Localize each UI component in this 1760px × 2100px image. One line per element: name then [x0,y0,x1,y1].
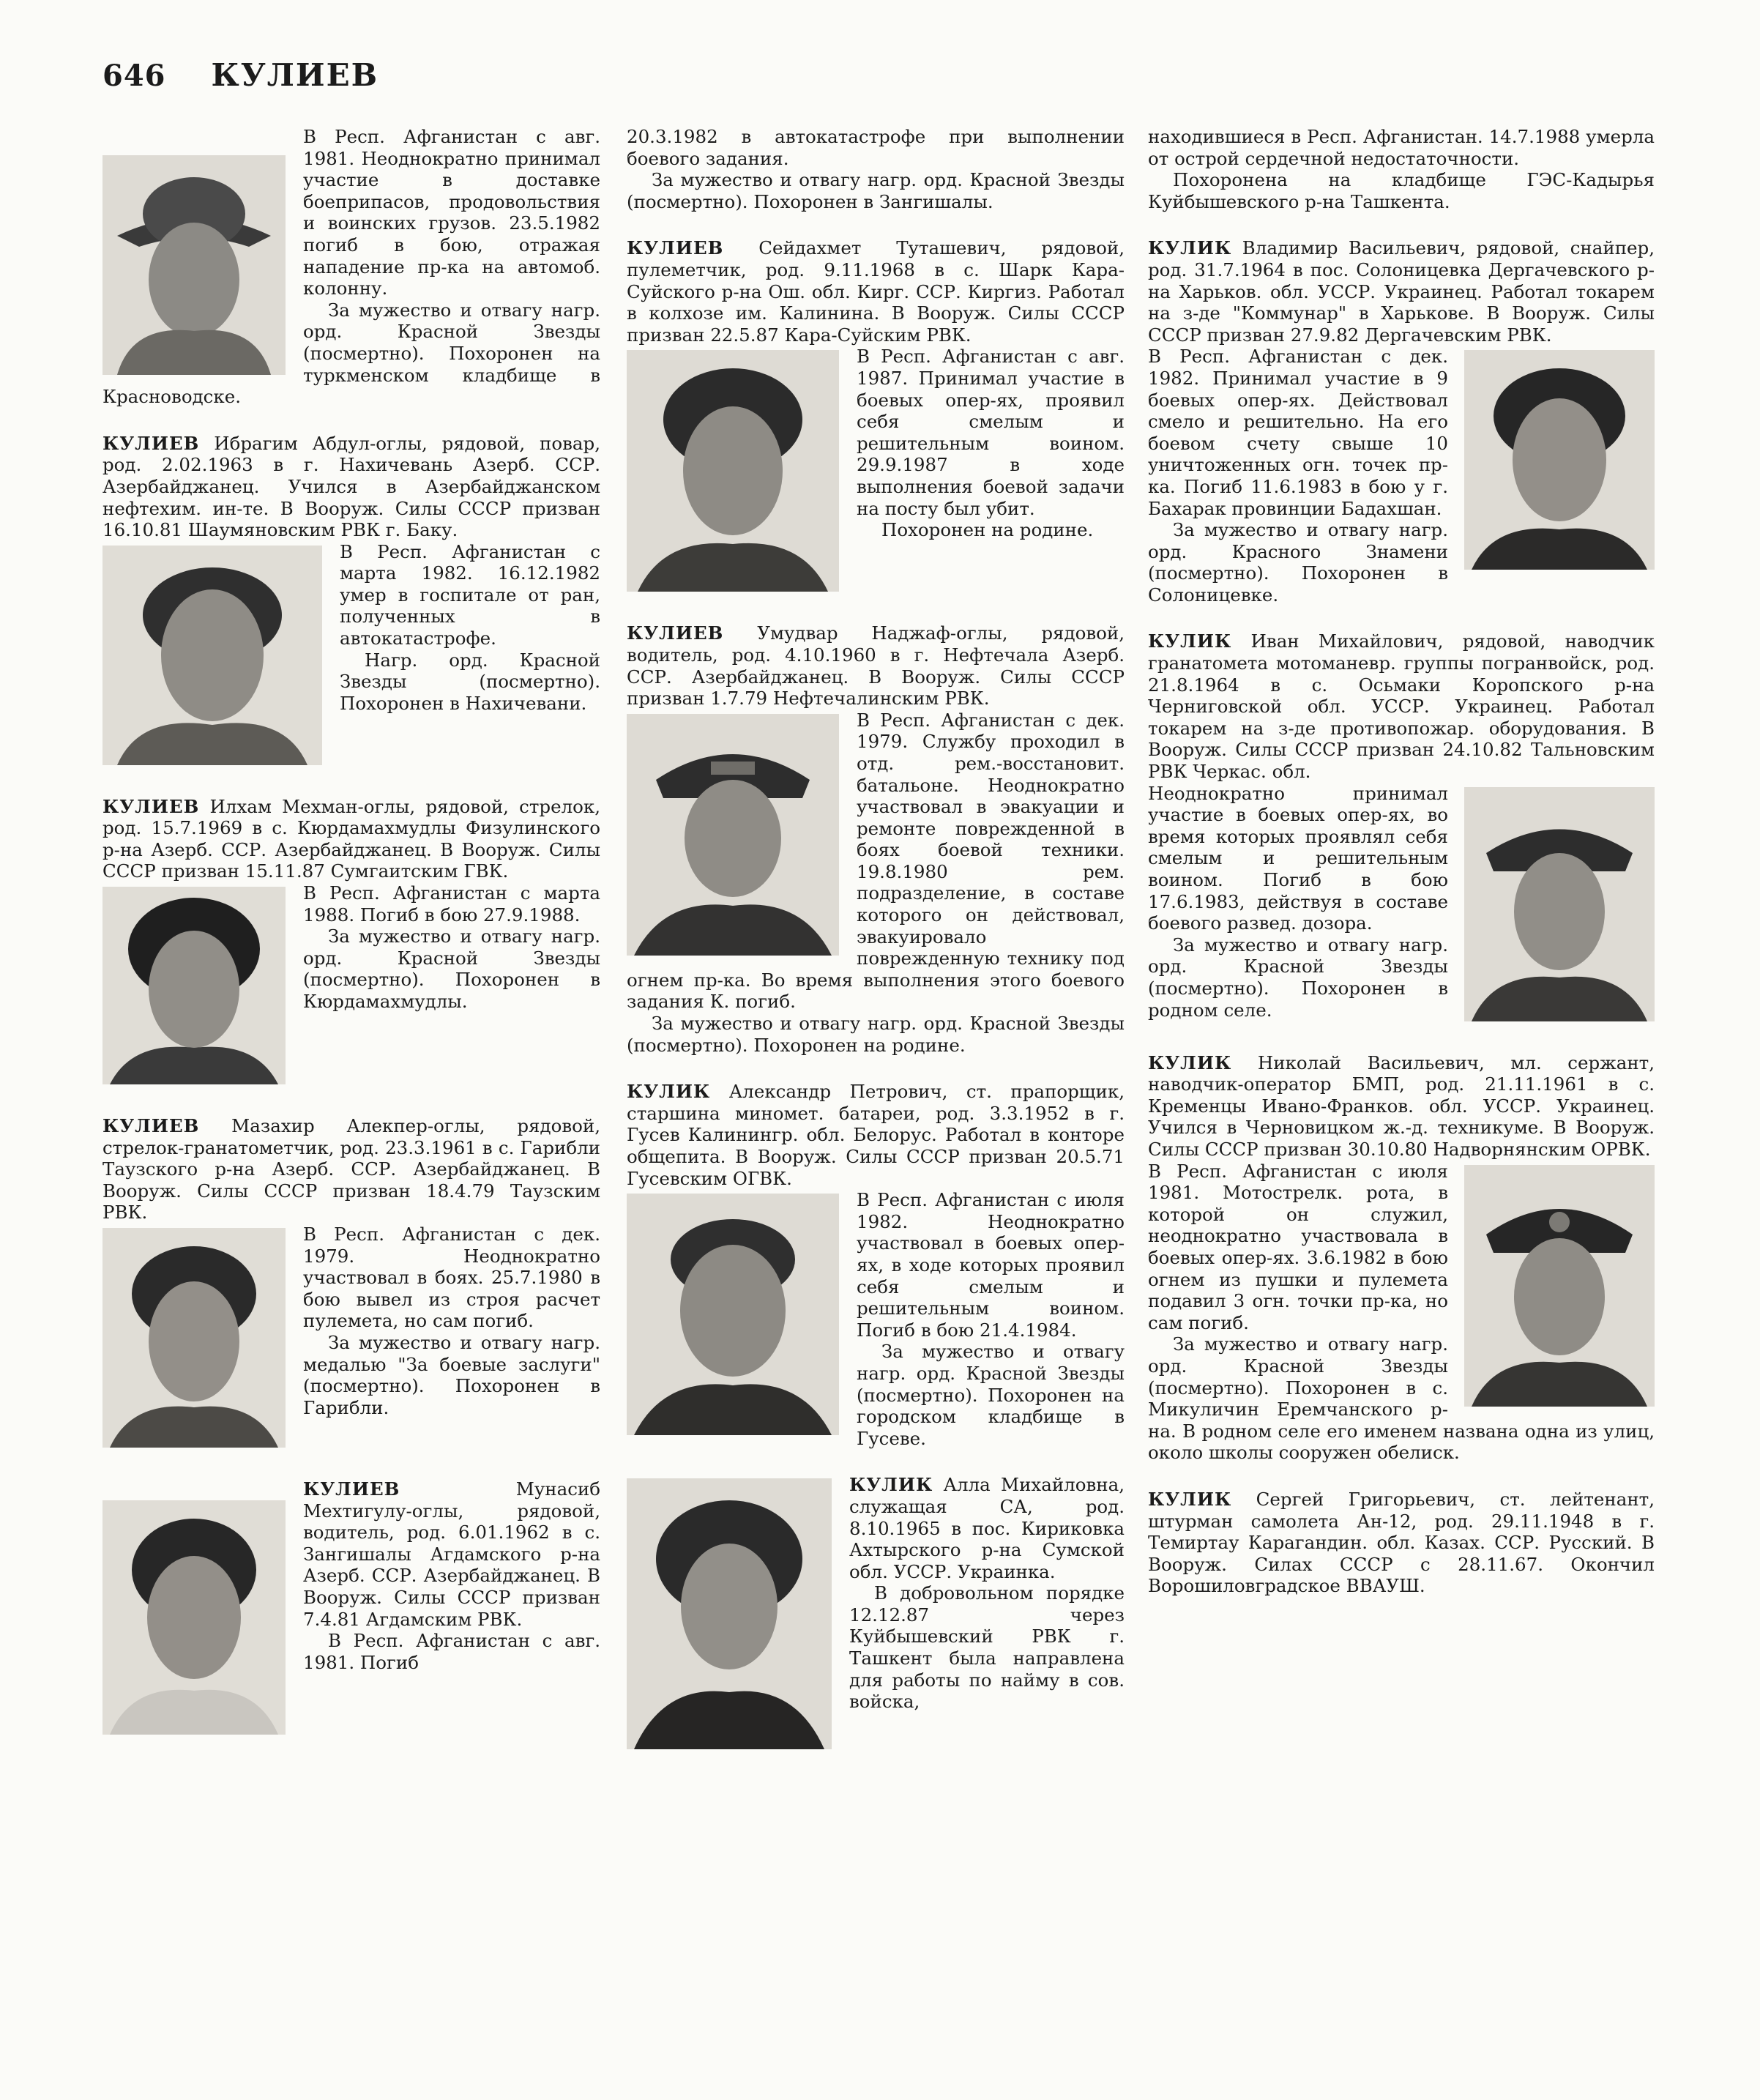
entry-text: Умудвар Наджаф-оглы, рядовой, водитель, род. 4.10.1960 в г. Нефтечала Азерб. ССР. Азербайджанец. В Вооруж. Силы СССР призван 1.7.79 Нефтечалинским РВК. [627,622,1125,710]
entry-continuation [102,126,600,408]
entry-kulik-sergey [1148,1489,1655,1597]
entry-kulik-alla [627,1474,1125,1755]
portrait-photo [102,546,322,765]
entry-text: В добровольном порядке 12.12.87 через Куйбышевский РВК г. Ташкент была направлена для работы по найму в сов. войска, [849,1582,1125,1713]
column-2 [627,126,1125,1780]
entry-kuliev-umudvar [627,622,1125,1056]
entry-text: Ибрагим Абдул-оглы, рядовой, повар, род. 2.02.1963 в г. Нахичевань Азерб. ССР. Азербайджанец. Учился в Азербайджанском нефтехим. ин-те. В Вооруж. Силы СССР призван 16.10.81 Шаумяновским РВК г. Баку. [102,432,600,541]
entry-text: За мужество и отвагу нагр. орд. Красной Звезды (посмертно). Похоронен на родине. [627,1013,1125,1056]
entry-name: КУЛИЕВ [102,795,200,817]
entry-name: КУЛИЕВ [102,1115,200,1137]
column-3 [1148,126,1655,1622]
entry-text: Похоронен на родине. [881,519,1094,541]
entry-name: КУЛИЕВ [627,237,724,259]
portrait-photo [627,1194,839,1435]
entry-text: Похоронена на кладбище ГЭС-Кадырья Куйбышевского р-на Ташкента. [1148,169,1655,212]
entry-text: Сергей Григорьевич, ст. лейтенант, штурман самолета Ан-12, род. 29.11.1948 в г. Темиртау Карагандин. обл. Казах. ССР. Русский. В Вооруж. Силах СССР с 28.11.67. Окончил Ворошиловградское ВВАУШ. [1148,1488,1655,1597]
entry-name: КУЛИК [627,1081,711,1103]
entry-text: находившиеся в Респ. Афганистан. 14.7.1988 умерла от острой сердечной недостаточности. [1148,126,1655,169]
entry-kulik-vladimir [1148,237,1655,606]
entry-text: За мужество и отвагу нагр. орд. Красной Звезды (посмертно). Похоронен на туркменском кладбище в Красноводске. [102,299,600,408]
column-1 [102,126,600,1765]
entry-name: КУЛИК [849,1474,933,1496]
entry-text: За мужество и отвагу нагр. орд. Красной Звезды (посмертно). Похоронен в с. Микуличин Еремчанского р-на. В родном селе его именем названа одна из улиц, около школы сооружен обелиск. [1148,1333,1655,1464]
entry-text: Алла Михайловна, служащая СА, род. 8.10.1965 в пос. Кириковка Ахтырского р-на Сумской обл. УССР. Украинка. [849,1474,1125,1582]
entry-text: В Респ. Афганистан с дек. 1982. Принимал участие в 9 боевых опер-ях. Действовал смело и решительно. На его боевом счету свыше 10 уничтоженных огн. точек пр-ка. Погиб 11.6.1983 в бою у г. Бахарак провинции Бадахшан. [1148,346,1448,519]
portrait-photo [627,350,839,592]
entry-text: В Респ. Афганистан с авг. 1987. Принимал участие в боевых опер-ях, проявил себя смелым и решительным воином. 29.9.1987 в ходе выполнения боевой задачи на посту был убит. [857,346,1125,519]
entry-text: В Респ. Афганистан с марта 1982. 16.12.1982 умер в госпитале от ран, полученных в автокатастрофе. [340,540,600,649]
portrait-photo [102,1228,286,1448]
portrait-photo [1464,1165,1655,1407]
portrait-photo [102,155,286,375]
entry-kuliev-munasib [102,1478,600,1740]
portrait-photo [1464,787,1655,1021]
entry-text: В Респ. Афганистан с июля 1982. Неоднократно участвовал в боевых опер-ях, в ходе которых проявил себя смелым и решительным воином. Погиб в бою 21.4.1984. [857,1189,1125,1341]
entry-kulik-aleksandr [627,1081,1125,1449]
entry-text: Николай Васильевич, мл. сержант, наводчик-оператор БМП, род. 21.11.1961 в с. Кременцы Ивано-Франков. обл. УССР. Украинец. Учился в Черновицком ж.-д. техникуме. В Вооруж. Силы СССР призван 30.10.80 Надворнянским ОРВК. [1148,1051,1655,1160]
portrait-photo [1464,350,1655,570]
portrait-photo [627,714,839,956]
entry-kulik-ivan [1148,630,1655,1027]
entry-name: КУЛИК [1148,630,1232,652]
entry-text: В Респ. Афганистан с дек. 1979. Службу проходил в отд. рем.-восстановит. батальоне. Неоднократно участвовал в эвакуации и ремонте поврежденной в боях боевой техники. 19.8.1980 рем. подразделение, в составе которого он действовал, эвакуировало поврежденную технику под огнем пр-ка. Во время выполнения этого боевого задания К. погиб. [627,709,1125,1013]
entry-text: За мужество и отвагу нагр. орд. Красной Звезды (посмертно). Похоронен в Кюрдамахмудлы. [303,926,600,1013]
entry-name: КУЛИК [1148,1051,1232,1073]
entry-text: В Респ. Афганистан с дек. 1979. Неоднократно участвовал в боях. 25.7.1980 в бою вывел из строя расчет пулемета, но сам погиб. [303,1224,600,1332]
entry-text: Мазахир Алекпер-оглы, рядовой, стрелок-гранатометчик, род. 23.3.1961 в с. Гарибли Таузского р-на Азерб. ССР. Азербайджанец. В Вооруж. Силы СССР призван 18.4.79 Таузским РВК. [102,1115,600,1224]
entry-text: За мужество и отвагу нагр. орд. Красной Звезды (посмертно). Похоронен в родном селе. [1148,934,1448,1021]
entry-text: Владимир Васильевич, рядовой, снайпер, род. 31.7.1964 в пос. Солоницевка Дергачевского р-на Харьков. обл. УССР. Украинец. Работал токарем на з-де "Коммунар" в Харькове. В Вооруж. Силы СССР призван 27.9.82 Дергачевским РВК. [1148,237,1655,346]
running-head: КУЛИЕВ [211,57,379,93]
entry-text: За мужество и отвагу нагр. орд. Красного Знамени (посмертно). Похоронен в Солоницевке. [1148,519,1448,606]
entry-text: Иван Михайлович, рядовой, наводчик гранатомета мотоманевр. группы погранвойск, род. 21.8.1964 в с. Осьмаки Коропского р-на Черниговской обл. УССР. Украинец. Работал токарем на з-де противопожар. оборудования. В Вооруж. Силы СССР призван 24.10.82 Тальновским РВК Черкас. обл. [1148,630,1655,783]
entry-text: Сейдахмет Туташевич, рядовой, пулеметчик, род. 9.11.1968 в с. Шарк Кара-Суйского р-на Ош. обл. Кирг. ССР. Киргиз. Работал в колхозе им. Калинина. В Вооруж. Силы СССР призван 22.5.87 Кара-Суйским РВК. [627,237,1125,346]
entry-text: Нагр. орд. Красной Звезды (посмертно). Похоронен в Нахичевани. [340,649,600,714]
portrait-photo [102,887,286,1084]
portrait-photo [102,1500,286,1735]
entry-text: За мужество и отвагу нагр. орд. Красной Звезды (посмертно). Похоронен в Зангишалы. [627,169,1125,212]
entry-text: За мужество и отвагу нагр. орд. Красной Звезды (посмертно). Похоронен на городском кладбище в Гусеве. [857,1341,1125,1449]
entry-text: В Респ. Афганистан с авг. 1981. Неоднократно принимал участие в доставке боеприпасов, продовольствия и воинских грузов. 23.5.1982 погиб в бою, отражая нападение пр-ка на автомоб. колонну. [303,126,600,299]
entry-name: КУЛИЕВ [627,622,724,644]
page-header [102,57,379,93]
entry-name: КУЛИК [1148,237,1232,259]
entry-text: В Респ. Афганистан с июля 1981. Мотострелк. рота, в которой он служил, неоднократно участвовала в боевых опер-ях. 3.6.1982 в бою огнем из пушки и пулемета подавил 3 огн. точки пр-ка, но сам погиб. [1148,1160,1448,1333]
portrait-photo [627,1478,832,1749]
entry-name: КУЛИК [1148,1488,1232,1510]
entry-name: КУЛИЕВ [102,432,200,454]
entry-name: КУЛИЕВ [303,1478,400,1500]
entry-text: Александр Петрович, ст. прапорщик, старшина миномет. батареи, род. 3.3.1952 в г. Гусев Калинингр. обл. Белорус. Работал в конторе общепита. В Вооруж. Силы СССР призван 20.5.71 Гусевским ОГВК. [627,1081,1125,1189]
entry-text: Мунасиб Мехтигулу-оглы, рядовой, водитель, род. 6.01.1962 в с. Зангишалы Агдамского р-на Азерб. ССР. Азербайджанец. В Вооруж. Силы СССР призван 7.4.81 Агдамским РВК. [303,1478,600,1630]
entry-text: В Респ. Афганистан с авг. 1981. Погиб [303,1630,600,1673]
entry-kuliev-ilkham [102,796,600,1090]
entry-kulik-nikolay [1148,1052,1655,1464]
entry-continuation [627,126,1125,212]
entry-text: 20.3.1982 в автокатастрофе при выполнении боевого задания. [627,126,1125,169]
entry-kuliev-mazakhir [102,1115,600,1453]
entry-text: За мужество и отвагу нагр. медалью "За боевые заслуги" (посмертно). Похоронен в Гарибли. [303,1332,600,1418]
entry-continuation [1148,126,1655,212]
page-number: 646 [102,59,166,93]
entry-text: Илхам Мехман-оглы, рядовой, стрелок, род. 15.7.1969 в с. Кюрдамахмудлы Физулинского р-на Азерб. ССР. Азербайджанец. В Вооруж. Силы СССР призван 15.11.87 Сумгаитским ГВК. [102,795,600,882]
entry-kuliev-seydakhmet [627,237,1125,597]
entry-kuliev-ibragim [102,433,600,771]
entry-text: Неоднократно принимал участие в боевых опер-ях, во время которых проявлял себя смелым и решительным воином. Погиб в бою 17.6.1983, действуя в составе боевого развед. дозора. [1148,782,1448,934]
entry-text: В Респ. Афганистан с марта 1988. Погиб в бою 27.9.1988. [303,882,600,926]
